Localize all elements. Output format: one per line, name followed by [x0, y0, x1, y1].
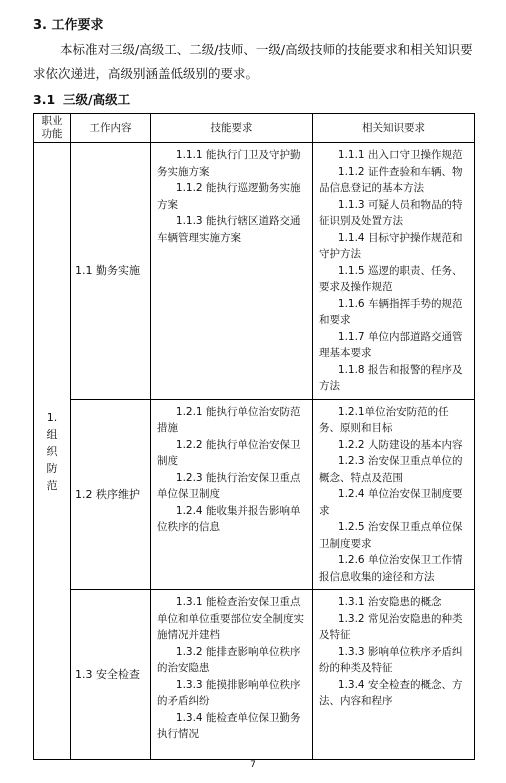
- requirements-table: [33, 113, 475, 760]
- skill-item: 1.2.2 能执行单位治安保卫制度: [157, 438, 301, 467]
- page-number: 7: [250, 760, 256, 770]
- knowledge-item: 1.3.2 常见治安隐患的种类及特征: [319, 612, 463, 641]
- knowledge-item: 1.3.1 治安隐患的概念: [337, 596, 442, 608]
- intro-paragraph: 本标准对三级/高级工、二级/技师、一级/高级技师的技能要求和相关知识要求依次递进，高级别涵盖低级别的要求。: [33, 42, 473, 81]
- table-row: [34, 590, 475, 760]
- table-row: [34, 399, 475, 590]
- work-content-cell: [71, 143, 151, 400]
- knowledge-item: 1.1.3 可疑人员和物品的特征识别及处置方法: [319, 198, 463, 227]
- header-skills: 技能要求: [151, 114, 313, 143]
- knowledge-item: 1.1.8 报告和报警的程序及方法: [319, 363, 463, 392]
- knowledge-requirements-cell: [313, 590, 475, 760]
- skill-requirements-cell: [151, 399, 313, 590]
- header-function: 职业功能: [34, 114, 71, 143]
- section-heading: 3. 工作要求: [33, 18, 104, 33]
- knowledge-item: 1.2.6 单位治安保卫工作情报信息收集的途径和方法: [319, 554, 463, 583]
- work-content-cell: [71, 399, 151, 590]
- function-label: 1. 组织防范: [46, 410, 58, 492]
- skill-item: 1.2.3 能执行治安保卫重点单位保卫制度: [157, 471, 301, 500]
- knowledge-item: 1.2.5 治安保卫重点单位保卫制度要求: [319, 521, 463, 550]
- header-knowledge: 相关知识要求: [313, 114, 475, 143]
- subsection-number: 3.1: [33, 92, 56, 107]
- header-work: 工作内容: [71, 114, 151, 143]
- table-row: [34, 143, 475, 400]
- knowledge-item: 1.1.7 单位内部道路交通管理基本要求: [319, 330, 463, 359]
- knowledge-requirements-cell: [313, 399, 475, 590]
- skill-requirements-cell: [151, 590, 313, 760]
- knowledge-item: 1.1.1 出入口守卫操作规范: [337, 149, 463, 161]
- knowledge-item: 1.2.3 治安保卫重点单位的概念、特点及范围: [319, 455, 463, 484]
- knowledge-item: 1.2.2 人防建设的基本内容: [337, 438, 463, 451]
- function-cell: [34, 143, 71, 760]
- knowledge-item: 1.2.1单位治安防范的任务、原则和目标: [319, 405, 449, 434]
- skill-item: 1.3.1 能检查治安保卫重点单位和单位重要部位安全制度实施情况并建档: [157, 596, 304, 641]
- work-content-label: 1.3 安全检查: [75, 668, 140, 681]
- knowledge-item: 1.1.6 车辆指挥手势的规范和要求: [319, 297, 463, 326]
- skill-item: 1.2.1 能执行单位治安防范措施: [157, 405, 301, 434]
- skill-item: 1.3.2 能排查影响单位秩序的治安隐患: [157, 645, 301, 674]
- knowledge-item: 1.1.4 目标守护操作规范和守护方法: [319, 231, 463, 260]
- knowledge-item: 1.3.4 安全检查的概念、方法、内容和程序: [319, 678, 463, 707]
- work-content-label: 1.1 勤务实施: [75, 264, 140, 278]
- work-content-label: 1.2 秩序维护: [75, 487, 140, 501]
- knowledge-item: 1.1.5 巡逻的职责、任务、要求及操作规范: [319, 264, 463, 293]
- skill-item: 1.1.3 能执行辖区道路交通车辆管理实施方案: [157, 215, 301, 244]
- skill-item: 1.2.4 能收集并报告影响单位秩序的信息: [157, 504, 301, 533]
- skill-item: 1.3.3 能摸排影响单位秩序的矛盾纠纷: [157, 678, 301, 707]
- subsection-heading: [33, 90, 130, 108]
- knowledge-requirements-cell: [313, 143, 475, 400]
- table-header-row: [34, 114, 475, 143]
- skill-item: 1.1.2 能执行巡逻勤务实施方案: [157, 182, 301, 211]
- skill-item: 1.1.1 能执行门卫及守护勤务实施方案: [157, 149, 301, 178]
- knowledge-item: 1.2.4 单位治安保卫制度要求: [319, 488, 463, 517]
- knowledge-item: 1.3.3 影响单位秩序矛盾纠纷的种类及特征: [319, 645, 463, 674]
- skill-item: 1.3.4 能检查单位保卫勤务执行情况: [157, 711, 301, 740]
- knowledge-item: 1.1.2 证件查验和车辆、物品信息登记的基本方法: [319, 165, 463, 194]
- skill-requirements-cell: [151, 143, 313, 400]
- work-content-cell: [71, 590, 151, 760]
- subsection-title: 三级/高级工: [63, 92, 131, 107]
